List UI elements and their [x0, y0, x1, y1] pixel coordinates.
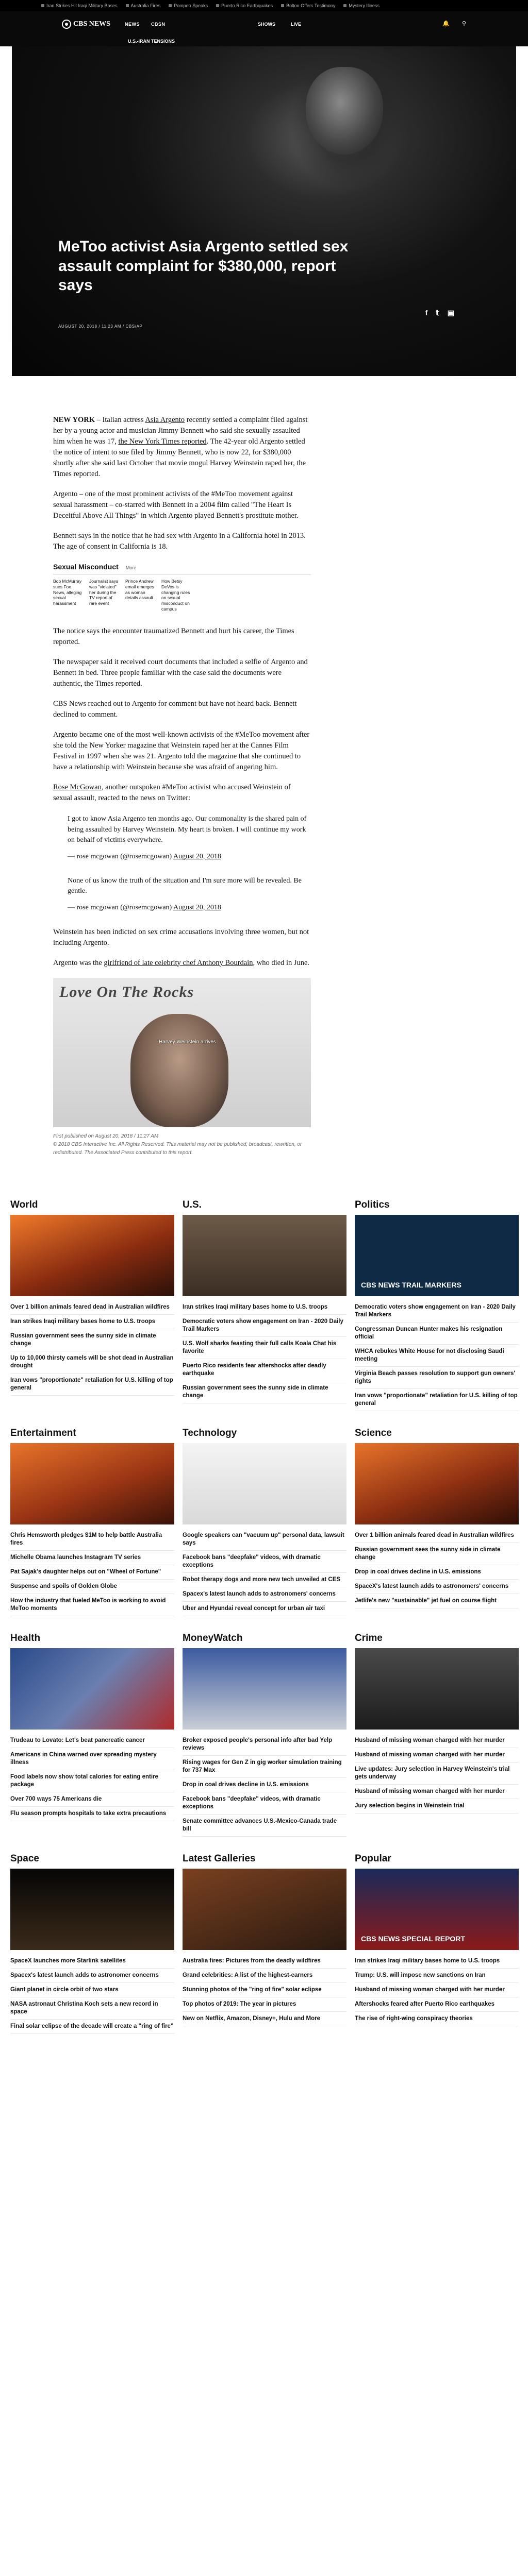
list-item[interactable]: Top photos of 2019: The year in pictures — [183, 1997, 346, 2012]
section-image[interactable] — [355, 1869, 519, 1950]
hero-image — [12, 46, 516, 376]
list-item[interactable]: Russian government sees the sunny side in climate change — [183, 1381, 346, 1403]
trending-item[interactable]: Mystery Illness — [343, 3, 380, 9]
nav-item-us-iran[interactable]: U.S.-IRAN TENSIONS — [128, 39, 175, 44]
copyright: © 2018 CBS Interactive Inc. All Rights Reserved. This material may not be published, broadcast, rewritten, or redistributed. The Associated Press contributed to this report. — [53, 1141, 302, 1156]
list-item[interactable]: Jetlife's new "sustainable" jet fuel on course flight — [355, 1594, 519, 1608]
list-item[interactable]: Broker exposed people's personal info after bad Yelp reviews — [183, 1734, 346, 1756]
section-latest-galleries — [183, 1852, 346, 2034]
section-crime — [355, 1632, 519, 1837]
list-item[interactable]: Aftershocks feared after Puerto Rico earthquakes — [355, 1997, 519, 2012]
nav-item-shows[interactable]: SHOWS — [258, 21, 276, 27]
thumbnail-icon — [169, 4, 172, 7]
related-title: Sexual Misconduct — [53, 563, 119, 571]
paragraph: Argento was the girlfriend of late celebrity chef Anthony Bourdain, who died in June. — [53, 958, 310, 967]
list-item[interactable]: NASA astronaut Christina Koch sets a new record in space — [10, 1997, 174, 2020]
photo-caption: Harvey Weinstein arrives — [159, 1039, 216, 1045]
section-image[interactable] — [355, 1648, 519, 1730]
nav-item-news[interactable]: NEWS — [124, 21, 140, 27]
related-sexual-misconduct — [53, 562, 311, 612]
section-title[interactable]: Science — [355, 1427, 392, 1438]
list-item[interactable]: Iran strikes Iraqi military bases home to U.S. troops — [10, 1315, 174, 1329]
section-title[interactable]: Latest Galleries — [183, 1853, 256, 1864]
list-item[interactable]: Trudeau to Lovato: Let's beat pancreatic cancer — [10, 1734, 174, 1748]
trending-item[interactable]: Puerto Rico Earthquakes — [216, 3, 273, 9]
list-item[interactable]: New on Netflix, Amazon, Disney+, Hulu and More — [183, 2012, 346, 2026]
trending-item[interactable]: Iran Strikes Hit Iraqi Military Bases — [41, 3, 118, 9]
list-item[interactable]: Food labels now show total calories for eating entire package — [10, 1770, 174, 1792]
section-image[interactable] — [183, 1215, 346, 1296]
section-science — [355, 1427, 519, 1616]
paragraph: The notice says the encounter traumatized Bennett and hurt his career, the Times reported. — [53, 627, 294, 647]
more-link[interactable]: More — [125, 565, 137, 571]
related-card[interactable]: Journalist says was "violated" her during the TV report of rare event — [89, 579, 119, 606]
section-space — [10, 1852, 174, 2034]
list-item[interactable]: The rise of right-wing conspiracy theories — [355, 2012, 519, 2026]
list-item[interactable]: Senate committee advances U.S.-Mexico-Canada trade bill — [183, 1815, 346, 1837]
list-item[interactable]: Rising wages for Gen Z in gig worker simulation training for 737 Max — [183, 1756, 346, 1778]
tweet-date-link[interactable]: August 20, 2018 — [173, 904, 221, 912]
section-us — [183, 1198, 346, 1411]
section-title[interactable]: Crime — [355, 1632, 383, 1643]
cbs-news-logo[interactable]: CBS NEWS — [62, 20, 110, 29]
list-item[interactable]: Michelle Obama launches Instagram TV series — [10, 1551, 174, 1565]
list-item[interactable]: Final solar eclipse of the decade will create a "ring of fire" — [10, 2020, 174, 2034]
section-title[interactable]: U.S. — [183, 1199, 202, 1210]
section-image[interactable] — [183, 1648, 346, 1730]
thumbnail-icon — [343, 4, 346, 7]
paragraph: Argento – one of the most prominent activists of the #MeToo movement against sexual harassment – co-starred with Bennett in a 2004 film called "The Heart Is Deceitful Above All Things" in which Argento played Bennett's prostitute mother. — [53, 490, 299, 520]
tweet-embed: I got to know Asia Argento ten months ago. Our commonality is the shared pain of being assaulted by Harvey Weinstein. My heart is broken. I will continue my work on behalf of victims everywhere. — rose mcgowan (@rosemcgowan) August 20, 2018 — [68, 815, 307, 861]
section-title[interactable]: Health — [10, 1632, 41, 1643]
section-technology — [183, 1427, 346, 1616]
list-item[interactable]: SpaceX's latest launch adds to astronomers' concerns — [355, 1580, 519, 1594]
list-item[interactable]: Giant planet in circle orbit of two stars — [10, 1983, 174, 1997]
list-item[interactable]: Flu season prompts hospitals to take extra precautions — [10, 1807, 174, 1821]
section-image-label: CBS NEWS TRAIL MARKERS — [361, 1280, 461, 1289]
list-item[interactable]: Facebook bans "deepfake" videos, with dramatic exceptions — [183, 1551, 346, 1573]
byline-date: AUGUST 20, 2018 / 11:23 AM / CBS/AP — [58, 324, 143, 329]
photo-backdrop-text: Love On The Rocks — [59, 983, 194, 1001]
list-item[interactable]: Drop in coal drives decline in U.S. emissions — [355, 1565, 519, 1580]
link-asia-argento[interactable]: Asia Argento — [145, 416, 185, 424]
related-card[interactable]: How Betsy DeVos is changing rules on sexual misconduct on campus — [161, 579, 190, 612]
thumbnail-icon — [216, 4, 219, 7]
paragraph: The newspaper said it received court documents that included a selfie of Argento and Bennett in bed. Three people familiar with the case said the documents were authentic, the Times reported. — [53, 658, 308, 688]
trending-item[interactable]: Pompeo Speaks — [169, 3, 208, 9]
section-grid — [10, 1198, 518, 2034]
cbs-eye-icon — [62, 20, 71, 29]
list-item[interactable]: Spacex's latest launch adds to astronomers' concerns — [183, 1587, 346, 1602]
list-item[interactable]: Jury selection begins in Weinstein trial — [355, 1799, 519, 1814]
article-body — [53, 415, 311, 1157]
list-item[interactable]: Virginia Beach passes resolution to support gun owners' rights — [355, 1367, 519, 1389]
list-item[interactable]: Facebook bans "deepfake" videos, with dramatic exceptions — [183, 1792, 346, 1815]
list-item[interactable]: Live updates: Jury selection in Harvey Weinstein's trial gets underway — [355, 1762, 519, 1785]
nav-item-live[interactable]: LIVE — [291, 21, 302, 27]
article-photo — [53, 978, 311, 1127]
paragraph: Argento became one of the most well-known activists of the #MeToo movement after she told the New Yorker magazine that Weinstein raped her at the Cannes Film Festival in 1997 when she was 21. Argento told the magazine that she continued to have a relationship with Weinstein because she was afraid of angering him. — [53, 731, 310, 772]
list-item[interactable]: Iran strikes Iraqi military bases home to U.S. troops — [183, 1300, 346, 1315]
list-item[interactable]: Husband of missing woman charged with her murder — [355, 1785, 519, 1799]
list-item[interactable]: Uber and Hyundai reveal concept for urban air taxi — [183, 1602, 346, 1616]
list-item[interactable]: U.S. Wolf sharks feasting their full calls Koala Chat his favorite — [183, 1337, 346, 1359]
list-item[interactable]: Husband of missing woman charged with her murder — [355, 1748, 519, 1762]
section-title[interactable]: MoneyWatch — [183, 1632, 243, 1643]
tweet-embed: None of us know the truth of the situation and I'm sure more will be revealed. Be gentle. — rose mcgowan (@rosemcgowan) August 20, 2018 — [68, 876, 302, 912]
list-item[interactable]: Stunning photos of the "ring of fire" solar eclipse — [183, 1983, 346, 1997]
list-item[interactable]: Suspense and spoils of Golden Globe — [10, 1580, 174, 1594]
list-item[interactable]: Pat Sajak's daughter helps out on "Wheel of Fortune" — [10, 1565, 174, 1580]
list-item[interactable]: Congressman Duncan Hunter makes his resignation official — [355, 1323, 519, 1345]
paragraph: NEW YORK – Italian actress Asia Argento recently settled a complaint filed against her by a young actor and musician Jimmy Bennett who said she sexually assaulted him when he was 17, the New York Times reported. The 42-year old Argento settled the notice of intent to sue filed by Jimmy Bennett, who is now 22, for $380,000 shortly after she said last October that movie mogul Harvey Weinstein raped her, the Times reported. — [53, 416, 308, 479]
search-icon[interactable]: ⚲ — [461, 21, 466, 27]
list-item[interactable]: Chris Hemsworth pledges $1M to help battle Australia fires — [10, 1529, 174, 1551]
section-image[interactable] — [10, 1443, 174, 1524]
list-item[interactable]: Over 1 billion animals feared dead in Australian wildfires — [355, 1529, 519, 1543]
list-item[interactable]: Google speakers can "vacuum up" personal data, lawsuit says — [183, 1529, 346, 1551]
section-politics — [355, 1198, 519, 1411]
link-rose-mcgowan[interactable]: Rose McGowan — [53, 783, 102, 792]
list-item[interactable]: Spacex's latest launch adds to astronomer concerns — [10, 1969, 174, 1983]
main-nav — [0, 11, 528, 44]
trending-item[interactable]: Bolton Offers Testimony — [281, 3, 335, 9]
section-title[interactable]: World — [10, 1199, 38, 1210]
related-card[interactable]: Bob McMurray sues Fox News, alleging sexual harassment — [53, 579, 82, 606]
link-bourdain[interactable]: girlfriend of late celebrity chef Anthony Bourdain — [104, 958, 253, 967]
thumbnail-icon — [281, 4, 284, 7]
flipboard-icon[interactable]: ▣ — [447, 309, 454, 317]
list-item[interactable]: How the industry that fueled MeToo is working to avoid MeToo moments — [10, 1594, 174, 1616]
section-title[interactable]: Technology — [183, 1427, 237, 1438]
thumbnail-icon — [41, 4, 44, 7]
section-image[interactable] — [183, 1869, 346, 1950]
list-item[interactable]: Democratic voters show engagement on Iran - 2020 Daily Trail Markers — [183, 1315, 346, 1337]
trending-bar — [0, 0, 528, 11]
list-item[interactable]: Iran vows "proportionate" retaliation for U.S. killing of top general — [10, 1374, 174, 1396]
list-item[interactable]: Husband of missing woman charged with her murder — [355, 1983, 519, 1997]
tweet-date-link[interactable]: August 20, 2018 — [173, 853, 221, 861]
list-item[interactable]: Over 1 billion animals feared dead in Australian wildfires — [10, 1300, 174, 1315]
list-item[interactable]: Trump: U.S. will impose new sanctions on Iran — [355, 1969, 519, 1983]
section-image[interactable] — [355, 1443, 519, 1524]
paragraph: Rose McGowan, another outspoken #MeToo activist who accused Weinstein of sexual assault, reacted to the news on Twitter: — [53, 783, 291, 803]
list-item[interactable]: Americans in China warned over spreading mystery illness — [10, 1748, 174, 1770]
list-item[interactable]: WHCA rebukes White House for not disclosing Saudi meeting — [355, 1345, 519, 1367]
section-world — [10, 1198, 174, 1411]
twitter-icon[interactable]: 𝕥 — [436, 309, 439, 317]
list-item[interactable]: Australia fires: Pictures from the deadly wildfires — [183, 1954, 346, 1969]
list-item[interactable]: Grand celebrities: A list of the highest-earners — [183, 1969, 346, 1983]
bell-icon[interactable]: 🔔 — [442, 21, 450, 27]
list-item[interactable]: SpaceX launches more Starlink satellites — [10, 1954, 174, 1969]
paragraph: Bennett says in the notice that he had sex with Argento in a California hotel in 2013. The age of consent in California is 18. — [53, 532, 306, 551]
section-entertainment — [10, 1427, 174, 1616]
section-health — [10, 1632, 174, 1837]
list-item[interactable]: Democratic voters show engagement on Iran - 2020 Daily Trail Markers — [355, 1300, 519, 1323]
section-image-label: CBS NEWS SPECIAL REPORT — [361, 1934, 465, 1943]
photo-person — [130, 1014, 228, 1127]
section-moneywatch — [183, 1632, 346, 1837]
section-image[interactable] — [10, 1648, 174, 1730]
section-image[interactable] — [183, 1443, 346, 1524]
section-image[interactable] — [10, 1215, 174, 1296]
section-title[interactable]: Politics — [355, 1199, 390, 1210]
list-item[interactable]: Iran strikes Iraqi military bases home to U.S. troops — [355, 1954, 519, 1969]
thumbnail-icon — [126, 4, 129, 7]
list-item[interactable]: Drop in coal drives decline in U.S. emissions — [183, 1778, 346, 1792]
section-title[interactable]: Space — [10, 1853, 39, 1864]
list-item[interactable]: Russian government sees the sunny side in climate change — [10, 1329, 174, 1351]
section-image[interactable] — [355, 1215, 519, 1296]
share-bar — [425, 308, 454, 318]
page-title: MeToo activist Asia Argento settled sex assault complaint for $380,000, report says — [58, 238, 349, 294]
paragraph: Weinstein has been indicted on sex crime accusations involving three women, but not including Argento. — [53, 927, 309, 947]
section-title[interactable]: Popular — [355, 1853, 391, 1864]
facebook-icon[interactable]: f — [425, 309, 428, 317]
list-item[interactable]: Iran vows "proportionate" retaliation for U.S. killing of top general — [355, 1389, 519, 1411]
hero-photo-face — [306, 67, 383, 155]
paragraph: CBS News reached out to Argento for comment but have not heard back. Bennett declined to comment. — [53, 700, 297, 719]
first-published: First published on August 20, 2018 / 11:27 AM — [53, 1133, 159, 1139]
list-item[interactable]: Up to 10,000 thirsty camels will be shot dead in Australian drought — [10, 1351, 174, 1374]
list-item[interactable]: Husband of missing woman charged with her murder — [355, 1734, 519, 1748]
section-image[interactable] — [10, 1869, 174, 1950]
list-item[interactable]: Puerto Rico residents fear aftershocks after deadly earthquake — [183, 1359, 346, 1381]
list-item[interactable]: Over 700 ways 75 Americans die — [10, 1792, 174, 1807]
list-item[interactable]: Russian government sees the sunny side in climate change — [355, 1543, 519, 1565]
trending-item[interactable]: Australia Fires — [126, 3, 161, 9]
nav-item-cbsn[interactable]: CBSN — [151, 21, 166, 27]
link-nyt[interactable]: the New York Times reported — [118, 437, 207, 446]
section-title[interactable]: Entertainment — [10, 1427, 76, 1438]
list-item[interactable]: Robot therapy dogs and more new tech unveiled at CES — [183, 1573, 346, 1587]
section-popular — [355, 1852, 519, 2034]
related-card[interactable]: Prince Andrew email emerges as woman details assault — [125, 579, 154, 601]
